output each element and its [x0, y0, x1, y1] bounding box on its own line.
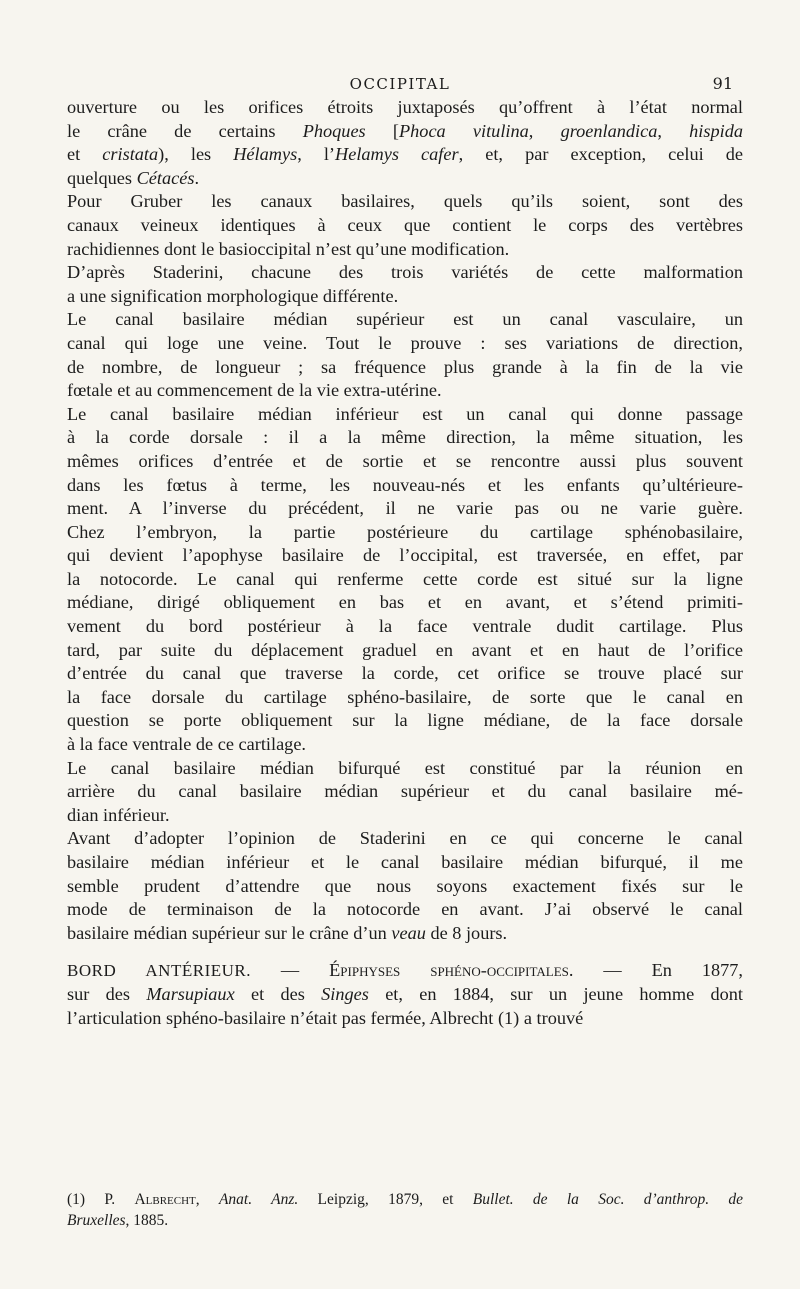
text-line	[67, 733, 743, 757]
text-line	[67, 686, 743, 710]
text-run: D’après Staderini, chacune des trois variétés de cette malformation	[67, 262, 743, 283]
text-line	[67, 827, 743, 851]
text-run: (1) P.	[67, 1191, 135, 1208]
text-run: Leipzig, 1879, et	[298, 1191, 473, 1208]
text-run: , 1885.	[125, 1212, 169, 1229]
text-line	[67, 1007, 743, 1031]
text-run: Le canal basilaire médian inférieur est un canal qui donne passage	[67, 403, 743, 424]
text-run: canal qui loge une veine. Tout le prouve : ses variations de direction,	[67, 332, 743, 353]
text-run: , et, par exception, celui de	[458, 144, 744, 165]
text-line	[67, 959, 743, 983]
text-line	[67, 379, 743, 403]
text-line	[67, 568, 743, 592]
text-run: , l’	[297, 144, 336, 165]
text-line	[67, 780, 743, 804]
text-run: de nombre, de longueur ; sa fréquence plus grande à la fin de la vie	[67, 356, 743, 377]
text-line	[67, 875, 743, 899]
text-run: — En 1877,	[573, 960, 743, 981]
text-line	[67, 190, 743, 214]
text-run: ,	[195, 1191, 219, 1208]
text-run: vement du bord postérieur à la face ventrale dudit cartilage. Plus	[67, 616, 743, 637]
text-run: mêmes orifices d’entrée et de sortie et se rencontre aussi plus souvent	[67, 450, 743, 471]
text-run: la face dorsale du cartilage sphéno-basilaire, de sorte que le canal en	[67, 686, 743, 707]
text-run: et	[67, 144, 103, 165]
italic-text: Phoca vitulina	[399, 120, 529, 141]
text-line	[67, 120, 743, 144]
text-line	[67, 426, 743, 450]
text-run: fœtale et au commencement de la vie extra-utérine.	[67, 380, 442, 401]
italic-text: Hélamys	[233, 144, 298, 165]
text-run: Avant d’adopter l’opinion de Staderini en ce qui concerne le canal	[67, 828, 743, 849]
text-line	[67, 544, 743, 568]
text-run: tard, par suite du déplacement graduel en avant et en haut de l’orifice	[67, 639, 743, 660]
text-line	[67, 662, 743, 686]
paragraph	[67, 827, 743, 945]
running-header	[0, 69, 800, 99]
text-run: dans les fœtus à terme, les nouveau-nés et les enfants qu’ultérieure-	[67, 474, 743, 495]
text-run: à la corde dorsale : il a la même direction, la même situation, les	[67, 427, 743, 448]
text-line	[67, 804, 743, 828]
italic-text: Helamys cafer	[335, 144, 459, 165]
paragraph	[67, 308, 743, 402]
text-run: Le canal basilaire médian bifurqué est constitué par la réunion en	[67, 757, 743, 778]
text-run: Albrecht	[134, 1191, 196, 1208]
text-run: ), les	[158, 144, 234, 165]
running-title: OCCIPITAL	[349, 75, 451, 93]
text-line	[67, 757, 743, 781]
text-line	[67, 615, 743, 639]
text-line	[67, 521, 743, 545]
text-line	[67, 497, 743, 521]
text-line	[67, 983, 743, 1007]
text-run: rachidiennes dont le basioccipital n’est qu’une modification.	[67, 238, 510, 259]
text-run: ,	[528, 120, 561, 141]
text-line	[67, 851, 743, 875]
text-run: ouverture ou les orifices étroits juxtaposés qu’offrent à l’état normal	[67, 97, 743, 117]
text-line	[67, 332, 743, 356]
italic-text: Phoques	[302, 120, 366, 141]
text-run: l’articulation sphéno-basilaire n’était pas fermée, Albrecht (1) a trouvé	[67, 1007, 584, 1028]
text-line	[67, 709, 743, 733]
text-run: médiane, dirigé obliquement en bas et en avant, et s’étend primiti-	[67, 592, 743, 613]
italic-text: Anat. Anz.	[218, 1191, 299, 1208]
text-line	[67, 167, 743, 191]
text-run: canaux veineux identiques à ceux que contient le corps des vertèbres	[67, 214, 743, 235]
text-line	[67, 96, 743, 120]
text-run: question se porte obliquement sur la ligne médiane, de la face dorsale	[67, 710, 743, 731]
text-line	[67, 898, 743, 922]
text-line	[67, 356, 743, 380]
text-run: à la face ventrale de ce cartilage.	[67, 734, 307, 755]
text-line	[67, 474, 743, 498]
italic-text: Marsupiaux	[146, 983, 235, 1004]
text-run: .	[194, 167, 200, 188]
text-run: ment. A l’inverse du précédent, il ne varie pas ou ne varie guère.	[67, 498, 743, 519]
text-run: la notocorde. Le canal qui renferme cette corde est situé sur la ligne	[67, 568, 743, 589]
text-run: le crâne de certains	[67, 120, 303, 141]
text-line	[67, 238, 743, 262]
text-run: Chez l’embryon, la partie postérieure du cartilage sphénobasilaire,	[67, 521, 743, 542]
text-run: basilaire médian supérieur sur le crâne d’un	[67, 922, 392, 943]
section-heading: BORD ANTÉRIEUR.	[67, 961, 251, 981]
text-line	[67, 922, 743, 946]
italic-text: veau	[391, 922, 426, 943]
text-run: et, en 1884, sur un jeune homme dont	[368, 983, 743, 1004]
text-line	[67, 1189, 743, 1210]
text-run: mode de terminaison de la notocorde en avant. J’ai observé le canal	[67, 899, 743, 920]
text-line	[67, 591, 743, 615]
text-run: [	[365, 120, 399, 141]
italic-text: hispida	[689, 120, 743, 141]
paragraph	[67, 757, 743, 828]
text-line	[67, 1210, 743, 1231]
text-run: quelques	[67, 167, 137, 188]
footnote	[67, 1189, 743, 1231]
italic-text: cristata	[102, 144, 159, 165]
text-line	[67, 285, 743, 309]
paragraph	[67, 96, 743, 190]
paragraph	[67, 261, 743, 308]
text-run: Épiphyses sphéno-occipitales.	[329, 960, 574, 981]
text-run: basilaire médian inférieur et le canal basilaire médian bifurqué, il me	[67, 852, 743, 872]
text-run: a une signification morphologique différente.	[67, 285, 399, 306]
text-line	[67, 450, 743, 474]
text-run: qui devient l’apophyse basilaire de l’occipital, est traversée, en effet, par	[67, 545, 743, 566]
italic-text: Cétacés	[136, 167, 195, 188]
italic-text: Singes	[321, 983, 369, 1004]
page-number: 91	[712, 74, 733, 93]
text-run: Pour Gruber les canaux basilaires, quels qu’ils soient, sont des	[67, 191, 743, 212]
section-paragraph	[67, 959, 743, 1030]
text-run: sur des	[67, 983, 147, 1004]
text-run: et des	[234, 983, 322, 1004]
italic-text: groenlandica	[560, 120, 658, 141]
text-run: —	[250, 960, 330, 981]
text-line	[67, 308, 743, 332]
paragraph	[67, 190, 743, 261]
text-line	[67, 143, 743, 167]
text-run: d’entrée du canal que traverse la corde, cet orifice se trouve placé sur	[67, 663, 743, 684]
text-run: Le canal basilaire médian supérieur est un canal vasculaire, un	[67, 309, 743, 330]
main-text	[67, 96, 743, 1030]
italic-text: Bullet. de la Soc. d’anthrop. de	[472, 1191, 743, 1208]
text-run: de 8 jours.	[425, 922, 508, 943]
text-line	[67, 639, 743, 663]
text-run: ,	[657, 120, 690, 141]
paragraph	[67, 403, 743, 757]
text-line	[67, 261, 743, 285]
text-run: semble prudent d’attendre que nous soyons exactement fixés sur le	[67, 875, 743, 896]
text-line	[67, 214, 743, 238]
italic-text: Bruxelles	[67, 1212, 126, 1229]
text-line	[67, 403, 743, 427]
text-run: arrière du canal basilaire médian supérieur et du canal basilaire mé-	[67, 781, 743, 802]
text-run: dian inférieur.	[67, 804, 170, 825]
